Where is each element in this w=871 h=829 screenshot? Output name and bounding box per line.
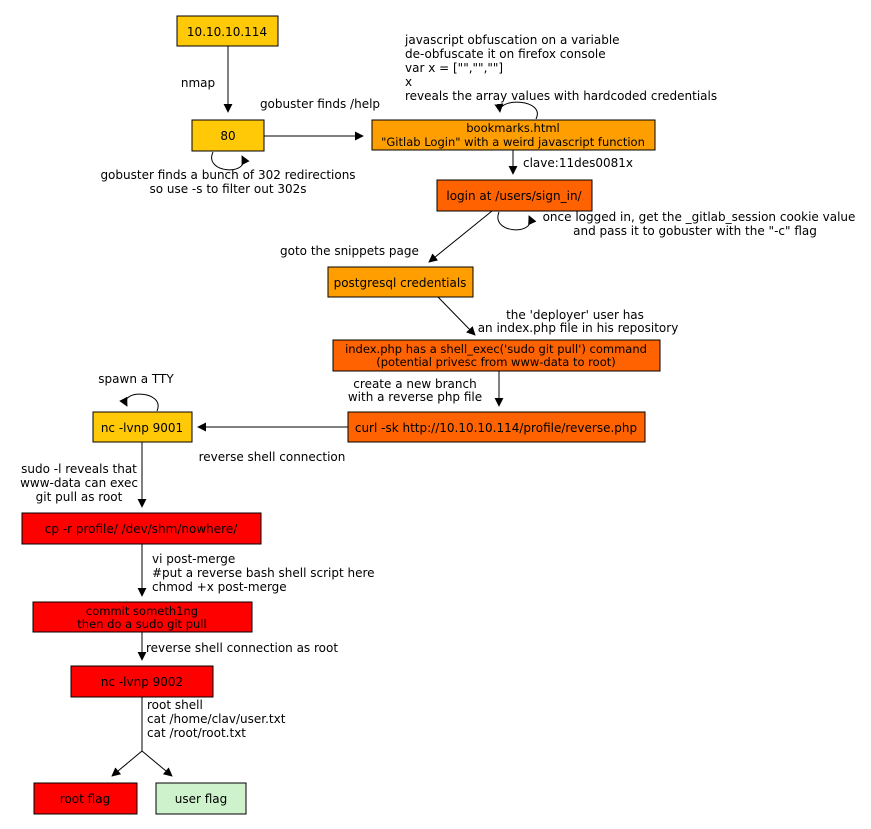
label-gobuster-302-line2: so use -s to filter out 302s: [149, 182, 307, 196]
label-spawn-tty: spawn a TTY: [98, 372, 174, 386]
node-nc-9001: [93, 412, 192, 442]
label-reverse-root: reverse shell connection as root: [146, 641, 339, 655]
edge-nc9002-to-userflag: [142, 751, 172, 776]
node-postgres-label: postgresql credentials: [333, 276, 467, 290]
label-sudo-l-line2: www-data can exec: [20, 476, 138, 490]
node-login-label: login at /users/sign_in/: [446, 189, 582, 203]
edge-login-self-loop: [498, 212, 530, 230]
node-bookmarks-line1: bookmarks.html: [466, 121, 560, 135]
label-clave: clave:11des0081x: [523, 156, 633, 170]
label-js-note-line3: var x = ["","",""]: [405, 61, 504, 75]
label-gobuster-302-line1: gobuster finds a bunch of 302 redirections: [100, 168, 356, 182]
label-once-logged-line2: and pass it to gobuster with the "-c" flag: [573, 224, 817, 238]
node-bookmarks-line2: "Gitlab Login" with a weird javascript function: [381, 135, 645, 149]
node-indexphp-line2: (potential privesc from www-data to root): [376, 355, 616, 369]
label-sudo-l-line3: git pull as root: [35, 490, 123, 504]
label-deployer-line1: the 'deployer' user has: [506, 308, 644, 322]
node-commit: [33, 602, 252, 632]
edge-bookmarks-self-loop: [500, 102, 537, 119]
label-deployer-line2: an index.php file in his repository: [477, 321, 679, 335]
label-gobuster-help: gobuster finds /help: [259, 97, 381, 111]
label-js-note-line5: reveals the array values with hardcoded credentials: [405, 89, 718, 103]
label-goto-snippets: goto the snippets page: [280, 244, 419, 258]
edge-nc9001-self-loop: [126, 394, 158, 411]
node-indexphp: [333, 340, 660, 371]
node-indexphp-line1: index.php has a shell_exec('sudo git pull') command: [345, 342, 647, 356]
node-nc9001-label: nc -lvnp 9001: [100, 421, 184, 435]
node-ip-label: 10.10.10.114: [186, 25, 268, 39]
node-user-flag: [156, 783, 246, 814]
node-cp-label: cp -r profile/ /dev/shm/nowhere/: [44, 522, 238, 536]
node-bookmarks: [372, 120, 655, 150]
node-nc-9002: [71, 666, 213, 697]
label-reverse-shell: reverse shell connection: [198, 450, 346, 464]
node-commit-line1: commit someth1ng: [85, 604, 199, 618]
node-root-flag: [34, 783, 137, 814]
edge-postgres-to-indexphp: [438, 297, 475, 335]
node-rootflag-label: root flag: [59, 792, 111, 806]
label-js-note-line4: x: [405, 75, 413, 89]
label-root-shell-line1: root shell: [147, 698, 203, 712]
edge-nc9002-to-rootflag: [112, 751, 142, 776]
node-login: [437, 180, 592, 211]
node-postgres-credentials: [328, 267, 473, 297]
label-root-shell-line3: cat /root/root.txt: [147, 726, 246, 740]
edge-login-to-postgres: [429, 211, 492, 262]
label-js-note-line1: javascript obfuscation on a variable: [405, 33, 620, 47]
label-sudo-l-line1: sudo -l reveals that: [21, 462, 137, 476]
node-ip-address: [177, 16, 278, 46]
label-js-note-line2: de-obfuscate it on firefox console: [405, 47, 606, 61]
label-create-branch-line2: with a reverse php file: [347, 390, 483, 404]
label-root-shell-line2: cat /home/clav/user.txt: [147, 712, 286, 726]
label-once-logged-line1: once logged in, get the _gitlab_session cookie value: [542, 210, 856, 224]
label-create-branch-line1: create a new branch: [353, 377, 477, 391]
node-port-80: [192, 120, 264, 151]
node-port80-label: 80: [220, 129, 236, 143]
node-curl-label: curl -sk http://10.10.10.114/profile/reverse.php: [354, 421, 638, 435]
label-nmap: nmap: [180, 76, 216, 90]
node-curl-reverse: [348, 412, 645, 442]
label-vi-postmerge-line3: chmod +x post-merge: [152, 580, 287, 594]
node-userflag-label: user flag: [174, 792, 228, 806]
node-commit-line2: then do a sudo git pull: [77, 617, 207, 631]
node-cp-profile: [22, 513, 261, 544]
node-nc9002-label: nc -lvnp 9002: [100, 675, 184, 689]
label-vi-postmerge-line1: vi post-merge: [152, 552, 236, 566]
label-vi-postmerge-line2: #put a reverse bash shell script here: [152, 566, 375, 580]
